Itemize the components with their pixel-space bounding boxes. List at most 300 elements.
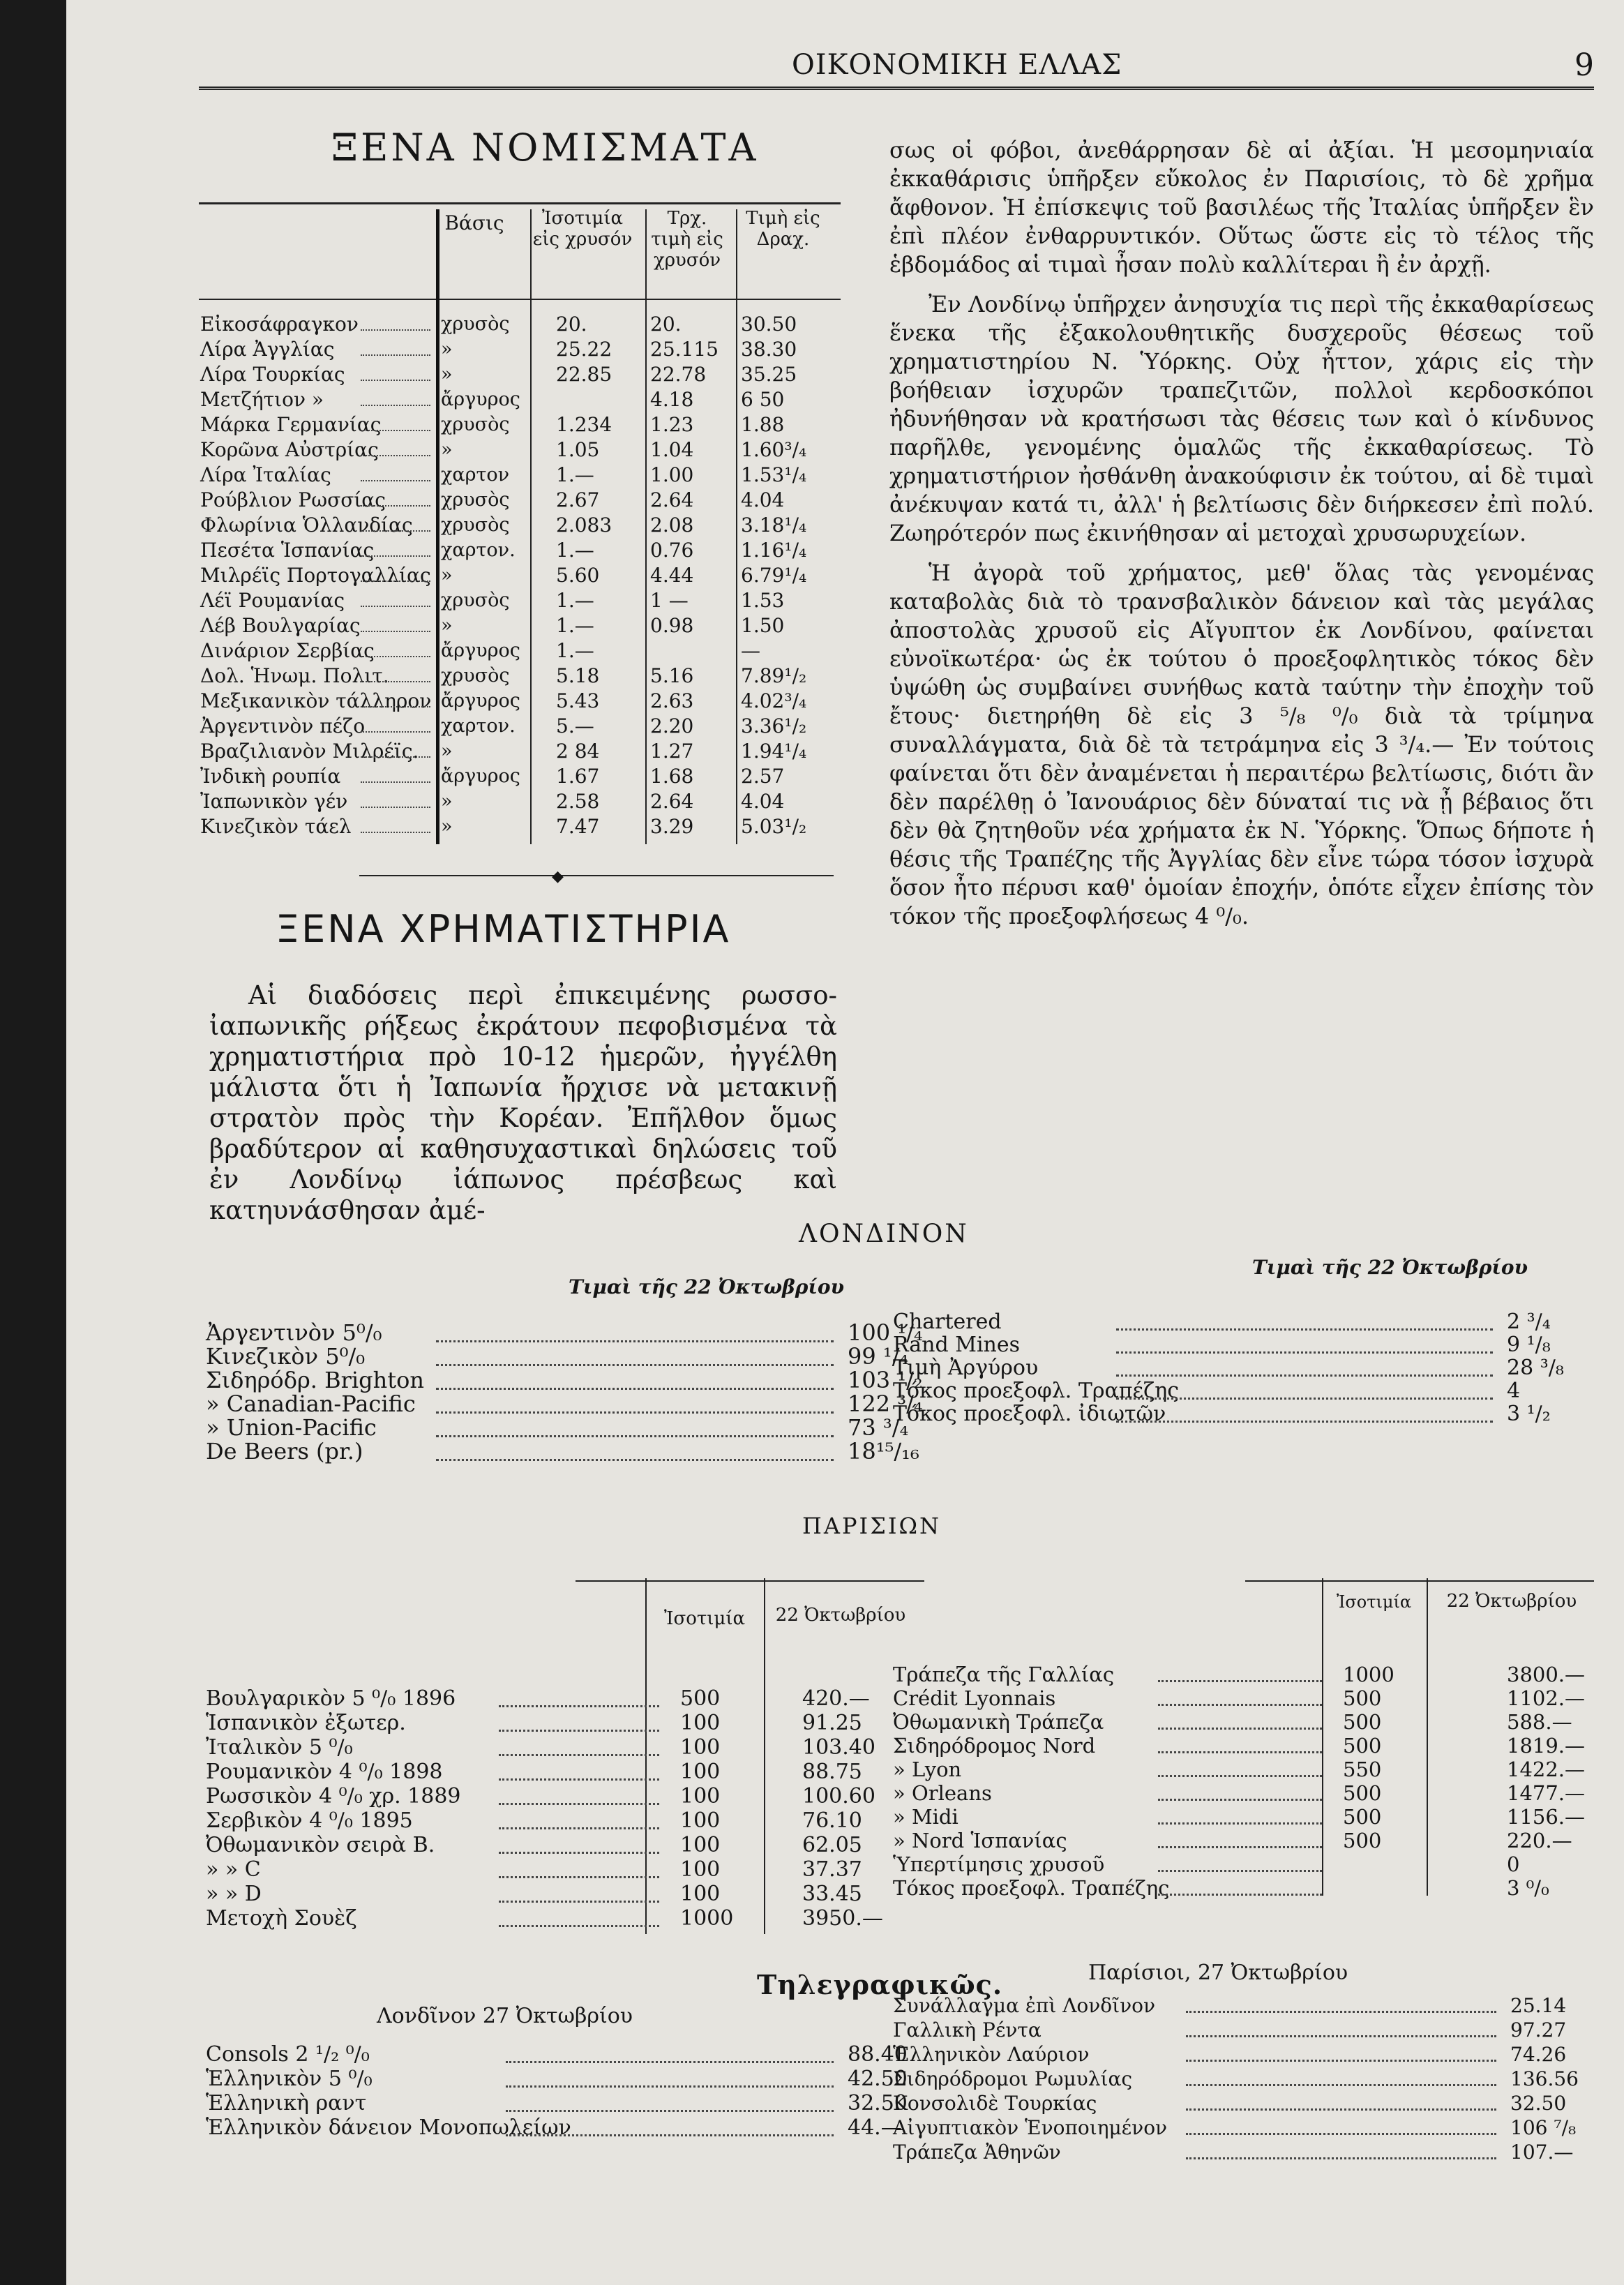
- dot-leader: [499, 1852, 659, 1854]
- table-head-rule: [199, 299, 841, 300]
- dot-leader: [499, 1803, 659, 1805]
- list-item-value: 136.56: [1510, 2067, 1579, 2090]
- dot-leader: [1116, 1398, 1493, 1400]
- currency-par: 2.58: [556, 790, 600, 813]
- page-number: 9: [1574, 47, 1594, 83]
- dot-leader: [361, 781, 430, 783]
- dot-leader: [1158, 1894, 1322, 1896]
- dot-leader: [361, 606, 430, 607]
- currencies-title: ΞΕΝΑ ΝΟΜΙΣΜΑΤΑ: [331, 126, 759, 170]
- dot-leader: [361, 731, 430, 733]
- paris-item-name: Ὀθωμανικὸν σειρὰ B.: [206, 1833, 435, 1857]
- paris-item-name: » Nord Ἱσπανίας: [893, 1829, 1067, 1852]
- dot-leader: [361, 631, 430, 632]
- paragraph: Ἡ ἀγορὰ τοῦ χρήματος, μεθ' ὅλας τὰς γενομένας καταβολὰς διὰ τὸ τρανσβαλικὸν δάνειον καὶ τὰς μεγάλας ἀποστολὰς χρυσοῦ εἰς Αἴγυπτον ἐκ Λονδίνου, φαίνεται εὐνοϊκωτέρα· ὡς ἐκ τούτου ὁ προεξοφλητικὸς τόκος δὲν ὑψώθη ὡς συμβαίνει συνήθως κατὰ ταύτην τὴν ἐποχὴν τοῦ ἔτους· διετηρήθη δὲ εἰς 3 ⁵/₈ ⁰/₀ διὰ τὰ τρίμηνα συναλλάγματα, διὰ δὲ τὰ τετράμηνα εἰς 3 ³/₄.— Ἐν τούτοις φαίνεται ὅτι δὲν ἀναμένεται ἡ περαιτέρω βελτίωσις, διότι ἂν δὲν παρέλθῃ ὁ Ἰανουάριος δὲν δύναταί τις νὰ ᾖ βέβαιος ὅτι δὲν θὰ ζητηθοῦν νέα χρήματα ἐκ Ν. Ὑόρκης. Ὅπως δήποτε ἡ θέσις τῆς Τραπέζης τῆς Ἀγγλίας δὲν εἶνε τώρα τόσον ἰσχυρὰ ὅσον ἦτο πέρυσι καθ' ὁμοίαν ἐποχήν, ὁπότε εἶχεν ἐπίσης τὸν τόκον τῆς προεξοφλήσεως 4 ⁰/₀.: [889, 560, 1594, 929]
- london-right-list: [893, 1312, 1597, 1458]
- paris-item-name: Σιδηρόδρομος Nord: [893, 1734, 1096, 1758]
- currency-par: 1.—: [556, 539, 594, 562]
- header-rule: [199, 87, 1594, 90]
- dot-leader: [361, 656, 430, 657]
- paris-item-par: 100: [680, 1760, 721, 1784]
- col-current: Τρχ. τιμὴ εἰς χρυσόν: [651, 208, 723, 271]
- currency-current: 4.44: [650, 564, 694, 587]
- section-divider: [359, 875, 834, 876]
- list-item-value: 42.50: [848, 2067, 908, 2091]
- currency-current: 2.63: [650, 689, 694, 712]
- col-par: Ἰσοτιμία εἰς χρυσόν: [532, 208, 633, 250]
- divider-ornament: ◆: [552, 868, 564, 885]
- currency-name: Ρούβλιον Ρωσσίας: [200, 488, 386, 511]
- dot-leader: [1158, 1704, 1322, 1706]
- list-item-name: Αἰγυπτιακὸν Ἑνοποιημένον: [893, 2116, 1168, 2139]
- currency-current: 1.68: [650, 765, 694, 788]
- list-item-value: 74.26: [1510, 2043, 1567, 2066]
- paris-item-name: Τόκος προεξοφλ. Τραπέζης: [893, 1876, 1170, 1900]
- list-item-value: 32.50: [848, 2091, 908, 2115]
- paris-item-value: 3800.—: [1507, 1663, 1586, 1686]
- paris-item-name: Μετοχὴ Σουὲζ: [206, 1906, 357, 1931]
- currency-current: 22.78: [650, 363, 707, 386]
- list-item-name: Ἑλληνικὴ ραντ: [206, 2091, 367, 2115]
- dot-leader: [1158, 1751, 1322, 1753]
- currency-current: 5.16: [650, 664, 694, 687]
- currency-name: Φλωρίνια Ὁλλανδίας: [200, 514, 413, 537]
- paris-item-name: Ὑπερτίμησις χρυσοῦ: [893, 1852, 1105, 1876]
- paris-item-value: 220.—: [1507, 1829, 1572, 1852]
- list-item-value: 3 ¹/₂: [1507, 1402, 1551, 1426]
- paris-item-value: 1477.—: [1507, 1781, 1586, 1805]
- list-item-name: Ἀργεντινὸν 5⁰/₀: [206, 1319, 382, 1346]
- list-item-name: Consols 2 ¹/₂ ⁰/₀: [206, 2042, 370, 2067]
- list-item-value: 73 ³/₄: [848, 1414, 909, 1441]
- telegrams-title: Τηλεγραφικῶς.: [757, 1969, 1003, 2000]
- currency-current: 2.64: [650, 488, 694, 511]
- currency-par: 5.18: [556, 664, 600, 687]
- currency-drachma: 30.50: [741, 313, 797, 336]
- currency-basis: χαρτον.: [441, 715, 516, 737]
- paris-title: ΠΑΡΙΣΙΩΝ: [802, 1513, 941, 1539]
- currency-current: 0.76: [650, 539, 694, 562]
- paris-item-name: Crédit Lyonnais: [893, 1686, 1056, 1710]
- dot-leader: [499, 1925, 659, 1927]
- currency-drachma: 38.30: [741, 338, 797, 361]
- london-date-right: Τιμαὶ τῆς 22 Ὀκτωβρίου: [1252, 1256, 1528, 1279]
- paris-item-value: 100.60: [802, 1784, 875, 1808]
- paragraph: Ἐν Λονδίνῳ ὑπῆρχεν ἀνησυχία τις περὶ τῆς ἐκκαθαρίσεως ἕνεκα τῆς ἐξακολουθητικῆς δυσχεροῦς θέσεως τοῦ χρηματιστηρίου Ν. Ὑόρκης. Οὐχ ἧττον, χάρις εἰς τὴν βοήθειαν ἰσχυρῶν τραπεζιτῶν, πολλοὶ κερδοσκόποι ἠδυνήθησαν νὰ κρατήσωσι τὰς θέσεις των καὶ ὁ κίνδυνος παρῆλθε, γενομένης ὁμαλῶς τῆς ἐκκαθαρίσεως. Τὸ χρηματιστήριον ἠσθάνθη ἀνακούφισιν ἐκ τούτου, αἱ δὲ τιμαὶ ἀνέκυψαν κατά τι, ἀλλ' ἡ βελτίωσις δὲν διήρκεσεν ἐπὶ πολύ. Ζωηρότερόν πως ἐκινήθησαν αἱ μετοχαὶ χρυσωρυχείων.: [889, 291, 1594, 546]
- dot-leader: [1186, 2108, 1496, 2111]
- list-item-name: Τιμὴ Ἀργύρου: [893, 1356, 1039, 1380]
- currency-drachma: 4.02³/₄: [741, 689, 807, 712]
- dot-leader: [506, 2061, 834, 2063]
- currency-name: Κινεζικὸν τάελ: [200, 815, 352, 838]
- dot-leader: [361, 681, 430, 682]
- list-item-value: 25.14: [1510, 1994, 1567, 2017]
- list-item-name: Τόκος προεξοφλ. Τραπέζης: [893, 1379, 1180, 1403]
- exchanges-text-left: [209, 980, 837, 1226]
- currency-drachma: 3.18¹/₄: [741, 514, 807, 537]
- list-item-value: 18¹⁵/₁₆: [848, 1438, 919, 1464]
- currency-basis: χρυσὸς: [441, 665, 510, 687]
- currency-name: Πεσέτα Ἱσπανίας: [200, 539, 375, 562]
- paris-col-date-left: 22 Ὀκτωβρίου: [775, 1605, 906, 1626]
- currency-drachma: 35.25: [741, 363, 797, 386]
- currency-name: Λίρα Τουρκίας: [200, 363, 345, 386]
- paris-item-name: » » D: [206, 1882, 262, 1906]
- paris-item-par: 500: [1343, 1686, 1382, 1710]
- list-item-value: 97.27: [1510, 2018, 1567, 2041]
- paris-item-name: » Midi: [893, 1805, 958, 1829]
- running-header: ΟΙΚΟΝΟΜΙΚΗ ΕΛΛΑΣ: [792, 49, 1122, 81]
- currency-drachma: 1.53¹/₄: [741, 463, 807, 486]
- currency-current: 25.115: [650, 338, 719, 361]
- currency-par: 5.—: [556, 714, 594, 737]
- paris-item-name: Βουλγαρικὸν 5 ⁰/₀ 1896: [206, 1686, 456, 1711]
- currency-current: 2.08: [650, 514, 694, 537]
- currency-name: Ἀργεντινὸν πέζο: [200, 714, 366, 737]
- list-item-name: Σιδηρόδρ. Brighton: [206, 1367, 424, 1393]
- currency-basis: χρυσὸς: [441, 313, 510, 335]
- list-item-value: 103 ¹/₂: [848, 1367, 923, 1393]
- paris-right-table: [893, 1664, 1597, 1901]
- dot-leader: [436, 1411, 834, 1414]
- paris-item-par: 550: [1343, 1758, 1382, 1781]
- currency-drachma: 1.53: [741, 589, 785, 612]
- col-basis: Βάσις: [444, 211, 504, 234]
- paris-item-name: Ὀθωμανικὴ Τράπεζα: [893, 1710, 1104, 1734]
- currency-basis: ἄργυρος: [441, 389, 520, 410]
- currency-basis: »: [441, 564, 453, 586]
- paris-item-par: 100: [680, 1735, 721, 1760]
- list-item-name: Τράπεζα Ἀθηνῶν: [893, 2141, 1061, 2164]
- currency-basis: χαρτον: [441, 464, 510, 486]
- currency-drachma: 6 50: [741, 388, 785, 411]
- currency-basis: »: [441, 740, 453, 762]
- currency-current: 1.23: [650, 413, 694, 436]
- dot-leader: [1158, 1728, 1322, 1730]
- currency-par: 2.083: [556, 514, 612, 537]
- paragraph: σως οἱ φόβοι, ἀνεθάρρησαν δὲ αἱ ἀξίαι. Ἡ μεσομηνιαία ἐκκαθάρισις ὑπῆρξεν εὔκολος ἐν Παρισίοις, τὸ δὲ χρῆμα ἄφθονον. Ἡ ἐπίσκεψις τοῦ βασιλέως τῆς Ἰταλίας ὑπῆρξεν ἓν ἐπὶ πλέον ἐνθαρρυντικόν. Οὕτως ὥστε εἰς τὸ τέλος τῆς ἑβδομάδος αἱ τιμαὶ ἦσαν πολὺ καλλίτεραι ἢ ἐν ἀρχῇ.: [889, 137, 1594, 278]
- paris-item-value: 91.25: [802, 1711, 862, 1735]
- paris-item-value: 62.05: [802, 1833, 862, 1857]
- currency-name: Λίρα Ἰταλίας: [200, 463, 331, 486]
- paris-item-par: 500: [1343, 1734, 1382, 1758]
- currency-name: Μετζήτιον »: [200, 388, 324, 411]
- dot-leader: [506, 2085, 834, 2088]
- paris-item-value: 588.—: [1507, 1710, 1572, 1734]
- dot-leader: [499, 1901, 659, 1903]
- paris-right-head-rule: [1245, 1580, 1594, 1582]
- currency-current: 3.29: [650, 815, 694, 838]
- london-title: ΛΟΝΔΙΝΟΝ: [799, 1220, 969, 1248]
- list-item-value: 99 ¹/₄: [848, 1343, 909, 1370]
- paris-item-par: 1000: [680, 1906, 734, 1931]
- currency-basis: ἄργυρος: [441, 765, 520, 787]
- list-item-name: Ἑλληνικὸν 5 ⁰/₀: [206, 2067, 373, 2091]
- dot-leader: [499, 1876, 659, 1878]
- list-item-value: 44.—: [848, 2115, 902, 2140]
- dot-leader: [361, 455, 430, 456]
- dot-leader: [1116, 1421, 1493, 1423]
- currency-drachma: 7.89¹/₂: [741, 664, 807, 687]
- dot-leader: [1186, 2133, 1496, 2135]
- dot-leader: [1158, 1822, 1322, 1825]
- list-item-name: Chartered: [893, 1310, 1002, 1334]
- currency-current: 20.: [650, 313, 682, 336]
- list-item-value: 28 ³/₈: [1507, 1356, 1564, 1380]
- currency-basis: χρυσὸς: [441, 590, 510, 611]
- dot-leader: [436, 1340, 834, 1342]
- list-item-name: Τόκος προεξοφλ. ἰδιωτῶν: [893, 1402, 1166, 1426]
- dot-leader: [506, 2110, 834, 2112]
- currency-drachma: 1.16¹/₄: [741, 539, 807, 562]
- dot-leader: [1186, 2035, 1496, 2037]
- paris-item-par: 500: [680, 1686, 721, 1711]
- paris-item-name: Σερβικὸν 4 ⁰/₀ 1895: [206, 1808, 413, 1833]
- paris-item-name: Ἱσπανικὸν ἐξωτερ.: [206, 1711, 406, 1735]
- currency-par: 1.—: [556, 639, 594, 662]
- dot-leader: [361, 756, 430, 758]
- table-top-rule: [199, 202, 841, 204]
- currency-current: 1.04: [650, 438, 694, 461]
- paris-item-value: 1819.—: [1507, 1734, 1586, 1758]
- dot-leader: [361, 530, 430, 532]
- currency-par: 5.60: [556, 564, 600, 587]
- list-item-value: 107.—: [1510, 2141, 1574, 2164]
- paris-col-par-right: Ἰσοτιμία: [1336, 1592, 1412, 1612]
- paris-item-value: 1102.—: [1507, 1686, 1586, 1710]
- list-item-value: 122 ³/₄: [848, 1391, 923, 1417]
- dot-leader: [499, 1827, 659, 1829]
- exchanges-title: ΞΕΝΑ ΧΡΗΜΑΤΙΣΤΗΡΙΑ: [276, 907, 731, 951]
- dot-leader: [1186, 2060, 1496, 2062]
- list-item-value: 4: [1507, 1379, 1521, 1403]
- dot-leader: [361, 380, 430, 381]
- telegrams-paris-list: [893, 1995, 1597, 2226]
- list-item-value: 32.50: [1510, 2092, 1567, 2115]
- currency-drachma: —: [741, 639, 760, 662]
- currency-name: Κορῶνα Αὐστρίας: [200, 438, 379, 461]
- currency-drachma: 1.88: [741, 413, 785, 436]
- currency-name: Μάρκα Γερμανίας: [200, 413, 382, 436]
- dot-leader: [361, 580, 430, 582]
- paris-item-par: 1000: [1343, 1663, 1394, 1686]
- list-item-value: 106 ⁷/₈: [1510, 2116, 1577, 2139]
- currency-name: Λέϊ Ρουμανίας: [200, 589, 345, 612]
- dot-leader: [499, 1730, 659, 1732]
- dot-leader: [361, 706, 430, 707]
- list-item-value: 2 ³/₄: [1507, 1310, 1551, 1334]
- paris-item-name: Ρουμανικὸν 4 ⁰/₀ 1898: [206, 1760, 443, 1784]
- dot-leader: [361, 555, 430, 557]
- list-item-name: Ἑλληνικὸν Λαύριον: [893, 2043, 1090, 2066]
- currency-name: Ἰαπωνικὸν γέν: [200, 790, 348, 813]
- book-spine: [0, 0, 66, 2285]
- list-item-name: » Canadian-Pacific: [206, 1391, 416, 1417]
- telegrams-paris-label: Παρίσιοι, 27 Ὀκτωβρίου: [1088, 1961, 1348, 1985]
- currency-basis: »: [441, 615, 453, 636]
- dot-leader: [1158, 1680, 1322, 1682]
- paris-item-par: 100: [680, 1882, 721, 1906]
- exchanges-text-right: [889, 136, 1594, 931]
- currency-drachma: 6.79¹/₄: [741, 564, 807, 587]
- dot-leader: [1186, 2011, 1496, 2013]
- list-item-name: Κονσολιδὲ Τουρκίας: [893, 2092, 1097, 2115]
- list-item-name: » Union-Pacific: [206, 1414, 377, 1441]
- paris-item-value: 420.—: [802, 1686, 870, 1711]
- paris-item-value: 1422.—: [1507, 1758, 1586, 1781]
- currency-name: Μεξικανικὸν τάλληρον: [200, 689, 432, 712]
- currency-drachma: 5.03¹/₂: [741, 815, 807, 838]
- currency-par: 1.67: [556, 765, 600, 788]
- paris-item-par: 100: [680, 1711, 721, 1735]
- paris-item-value: 3950.—: [802, 1906, 883, 1931]
- currency-name: Λέβ Βουλγαρίας: [200, 614, 361, 637]
- paris-item-value: 37.37: [802, 1857, 862, 1882]
- currency-current: 1 —: [650, 589, 689, 612]
- paris-item-par: 100: [680, 1833, 721, 1857]
- paris-col-par-left: Ἰσοτιμία: [663, 1608, 746, 1629]
- paris-item-par: 500: [1343, 1710, 1382, 1734]
- currency-name: Εἰκοσάφραγκον: [200, 313, 359, 336]
- paris-item-value: 33.45: [802, 1882, 862, 1906]
- list-item-value: 88.40: [848, 2042, 908, 2067]
- list-item-value: 9 ¹/₈: [1507, 1333, 1551, 1357]
- currency-name: Μιλρέϊς Πορτογαλλίας: [200, 564, 431, 587]
- currency-basis: χρυσὸς: [441, 489, 510, 511]
- list-item-name: Rand Mines: [893, 1333, 1021, 1357]
- currency-basis: »: [441, 364, 453, 385]
- dot-leader: [436, 1388, 834, 1390]
- dot-leader: [1158, 1846, 1322, 1848]
- dot-leader: [1116, 1351, 1493, 1354]
- currency-par: 1.05: [556, 438, 600, 461]
- dot-leader: [361, 505, 430, 507]
- currency-name: Ἰνδικὴ ρουπία: [200, 765, 341, 788]
- dot-leader: [436, 1364, 834, 1366]
- currency-name: Λίρα Ἀγγλίας: [200, 338, 335, 361]
- paris-item-value: 76.10: [802, 1808, 862, 1833]
- currency-par: 22.85: [556, 363, 612, 386]
- currency-name: Βραζιλιανὸν Μιλρέϊς.: [200, 740, 419, 763]
- dot-leader: [361, 354, 430, 356]
- dot-leader: [1158, 1775, 1322, 1777]
- dot-leader: [1116, 1328, 1493, 1331]
- paris-item-value: 88.75: [802, 1760, 862, 1784]
- list-item-value: 100 ¹/₄: [848, 1319, 923, 1346]
- currency-basis: »: [441, 791, 453, 812]
- paris-item-value: 103.40: [802, 1735, 875, 1760]
- london-date-left: Τιμαὶ τῆς 22 Ὀκτωβρίου: [569, 1275, 844, 1298]
- currency-drachma: 2.57: [741, 765, 785, 788]
- dot-leader: [499, 1705, 659, 1707]
- currency-basis: »: [441, 439, 453, 460]
- currency-current: 2.20: [650, 714, 694, 737]
- paris-item-par: 500: [1343, 1781, 1382, 1805]
- dot-leader: [361, 430, 430, 431]
- dot-leader: [361, 480, 430, 481]
- currency-current: 4.18: [650, 388, 694, 411]
- currency-par: 1.—: [556, 614, 594, 637]
- currency-current: 1.00: [650, 463, 694, 486]
- dot-leader: [1158, 1799, 1322, 1801]
- currency-drachma: 3.36¹/₂: [741, 714, 807, 737]
- currency-par: 2.67: [556, 488, 600, 511]
- currency-basis: ἄργυρος: [441, 640, 520, 661]
- dot-leader: [1186, 2084, 1496, 2086]
- dot-leader: [436, 1459, 834, 1461]
- paris-left-table: [206, 1688, 931, 1940]
- telegrams-london-list: [206, 2044, 931, 2170]
- dot-leader: [506, 2134, 834, 2136]
- paris-col-date-right: 22 Ὀκτωβρίου: [1446, 1591, 1577, 1612]
- currency-name: Δινάριον Σερβίας: [200, 639, 375, 662]
- dot-leader: [1158, 1870, 1322, 1872]
- currency-basis: ἄργυρος: [441, 690, 520, 712]
- currency-basis: »: [441, 338, 453, 360]
- currency-basis: χρυσὸς: [441, 414, 510, 435]
- dot-leader: [361, 405, 430, 406]
- currency-par: 1.—: [556, 463, 594, 486]
- dot-leader: [361, 329, 430, 331]
- currency-par: 1.234: [556, 413, 612, 436]
- paris-item-par: 500: [1343, 1805, 1382, 1829]
- paris-item-name: » Lyon: [893, 1758, 962, 1781]
- currency-current: 0.98: [650, 614, 694, 637]
- london-left-list: [206, 1319, 945, 1490]
- currency-current: 1.27: [650, 740, 694, 763]
- paris-item-value: 3 ⁰/₀: [1507, 1876, 1549, 1900]
- dot-leader: [436, 1435, 834, 1437]
- paris-item-name: Τράπεζα τῆς Γαλλίας: [893, 1663, 1115, 1686]
- currency-drachma: 1.94¹/₄: [741, 740, 807, 763]
- telegrams-london-label: Λονδῖνον 27 Ὀκτωβρίου: [377, 2004, 633, 2028]
- currency-basis: »: [441, 816, 453, 837]
- dot-leader: [499, 1754, 659, 1756]
- currency-basis: χρυσὸς: [441, 514, 510, 536]
- dot-leader: [361, 807, 430, 808]
- currency-drachma: 4.04: [741, 488, 785, 511]
- paris-item-name: » » C: [206, 1857, 261, 1882]
- currency-drachma: 1.60³/₄: [741, 438, 807, 461]
- paris-item-par: 500: [1343, 1829, 1382, 1852]
- currency-drachma: 4.04: [741, 790, 785, 813]
- list-item-name: Συνάλλαγμα ἐπὶ Λονδῖνον: [893, 1994, 1156, 2017]
- paris-left-head-rule: [576, 1580, 924, 1582]
- paris-item-par: 100: [680, 1784, 721, 1808]
- paris-item-par: 100: [680, 1857, 721, 1882]
- currency-par: 2 84: [556, 740, 600, 763]
- paris-item-name: Ἰταλικὸν 5 ⁰/₀: [206, 1735, 353, 1760]
- dot-leader: [499, 1778, 659, 1781]
- dot-leader: [1116, 1374, 1493, 1377]
- paragraph: Αἱ διαδόσεις περὶ ἐπικειμένης ρωσσο-ἰαπωνικῆς ρήξεως ἐκράτουν πεφοβισμένα τὰ χρηματιστήρια πρὸ 10-12 ἡμερῶν, ἠγγέλθη μάλιστα ὅτι ἡ Ἰαπωνία ἤρχισε νὰ μετακινῇ στρατὸν πρὸς τὴν Κορέαν. Ἐπῆλθον ὅμως βραδύτερον αἱ καθησυχαστικαὶ δηλώσεις τοῦ ἐν Λονδίνῳ ἰάπωνος πρέσβεως καὶ κατηυνάσθησαν ἀμέ-: [209, 980, 837, 1225]
- currency-current: 2.64: [650, 790, 694, 813]
- paris-item-par: 100: [680, 1808, 721, 1833]
- dot-leader: [1186, 2157, 1496, 2159]
- paris-item-value: 1156.—: [1507, 1805, 1586, 1829]
- currency-name: Δολ. Ἡνωμ. Πολιτ.: [200, 664, 389, 687]
- newspaper-page: [66, 0, 1624, 2285]
- paris-item-value: 0: [1507, 1852, 1520, 1876]
- currencies-table: [200, 314, 842, 844]
- currency-drachma: 1.50: [741, 614, 785, 637]
- dot-leader: [361, 832, 430, 833]
- col-drachma: Τιμὴ εἰς Δραχ.: [746, 208, 820, 250]
- list-item-name: Κινεζικὸν 5⁰/₀: [206, 1343, 366, 1370]
- paris-item-name: Ρωσσικὸν 4 ⁰/₀ χρ. 1889: [206, 1784, 461, 1808]
- currency-par: 1.—: [556, 589, 594, 612]
- currency-par: 5.43: [556, 689, 600, 712]
